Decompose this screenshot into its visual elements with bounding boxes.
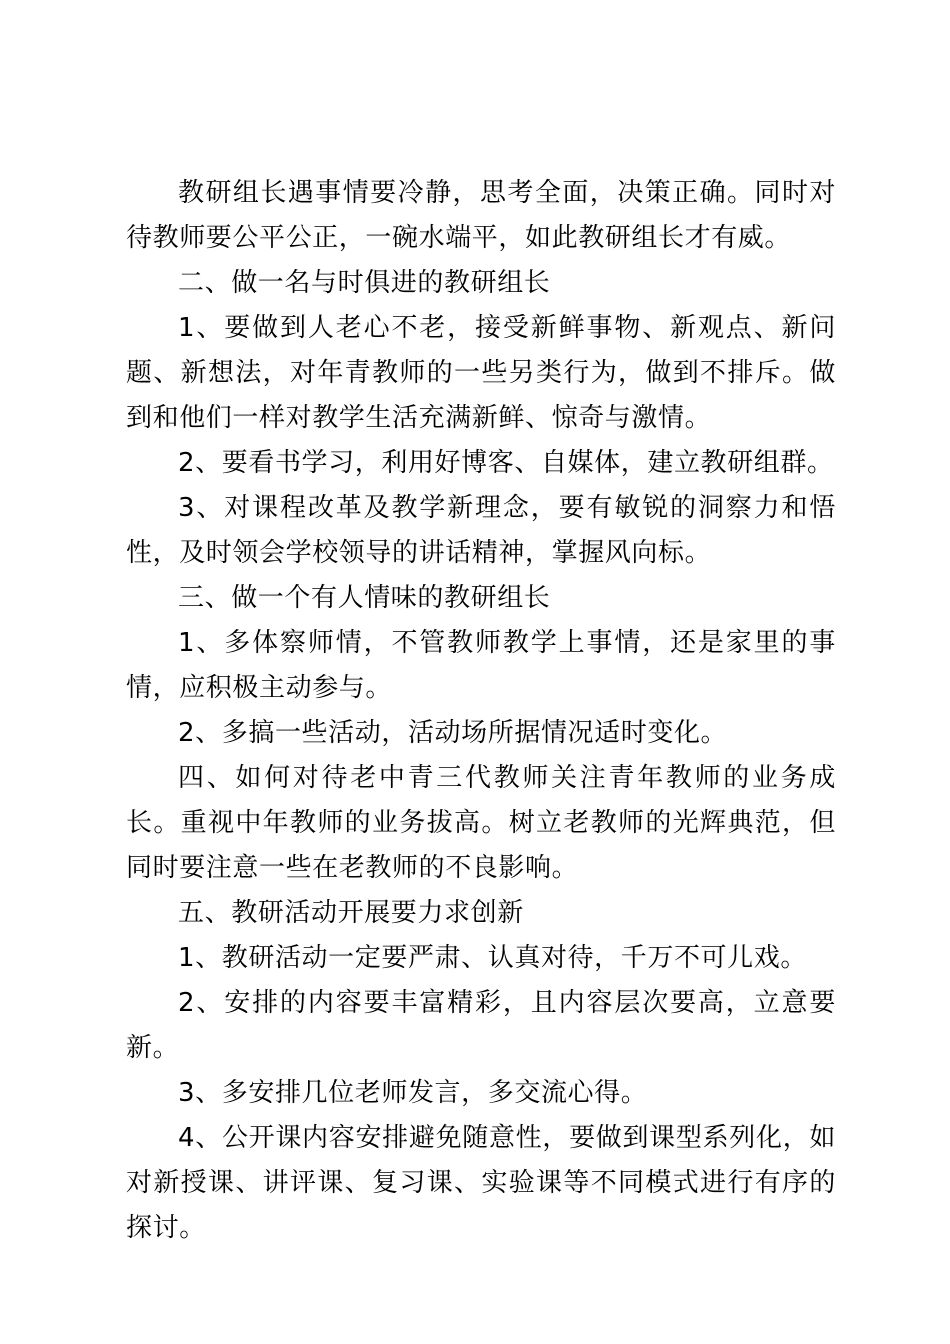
paragraph-2-2: 2、要看书学习，利用好博客、自媒体，建立教研组群。 bbox=[178, 448, 834, 478]
paragraph-3-2: 2、多搞一些活动，活动场所据情况适时变化。 bbox=[178, 718, 728, 748]
paragraph-5-4: 4、公开课内容安排避免随意性，要做到课型系列化，如对新授课、讲评课、复习课、实验课等不同模式进行有序的探讨。 bbox=[126, 1123, 836, 1243]
paragraph-intro: 教研组长遇事情要冷静，思考全面，决策正确。同时对待教师要公平公正，一碗水端平，如此教研组长才有威。 bbox=[126, 178, 836, 253]
section-heading-5: 五、教研活动开展要力求创新 bbox=[178, 898, 524, 928]
paragraph-2-1: 1、要做到人老心不老，接受新鲜事物、新观点、新问题、新想法，对年青教师的一些另类行为，做到不排斥。做到和他们一样对教学生活充满新鲜、惊奇与激情。 bbox=[126, 313, 836, 433]
paragraph-5-2: 2、安排的内容要丰富精彩，且内容层次要高，立意要新。 bbox=[126, 988, 836, 1063]
section-heading-2: 二、做一名与时俱进的教研组长 bbox=[178, 268, 551, 298]
paragraph-3-1: 1、多体察师情，不管教师教学上事情，还是家里的事情，应积极主动参与。 bbox=[126, 628, 836, 703]
paragraph-2-3: 3、对课程改革及教学新理念，要有敏锐的洞察力和悟性，及时领会学校领导的讲话精神，掌握风向标。 bbox=[126, 493, 836, 568]
paragraph-5-3: 3、多安排几位老师发言，多交流心得。 bbox=[178, 1078, 648, 1108]
section-heading-3: 三、做一个有人情味的教研组长 bbox=[178, 583, 551, 613]
document-body bbox=[126, 171, 836, 1251]
paragraph-5-1: 1、教研活动一定要严肃、认真对待，千万不可儿戏。 bbox=[178, 943, 807, 973]
section-heading-4: 四、如何对待老中青三代教师关注青年教师的业务成长。重视中年教师的业务拔高。树立老教师的光辉典范，但同时要注意一些在老教师的不良影响。 bbox=[126, 763, 836, 883]
